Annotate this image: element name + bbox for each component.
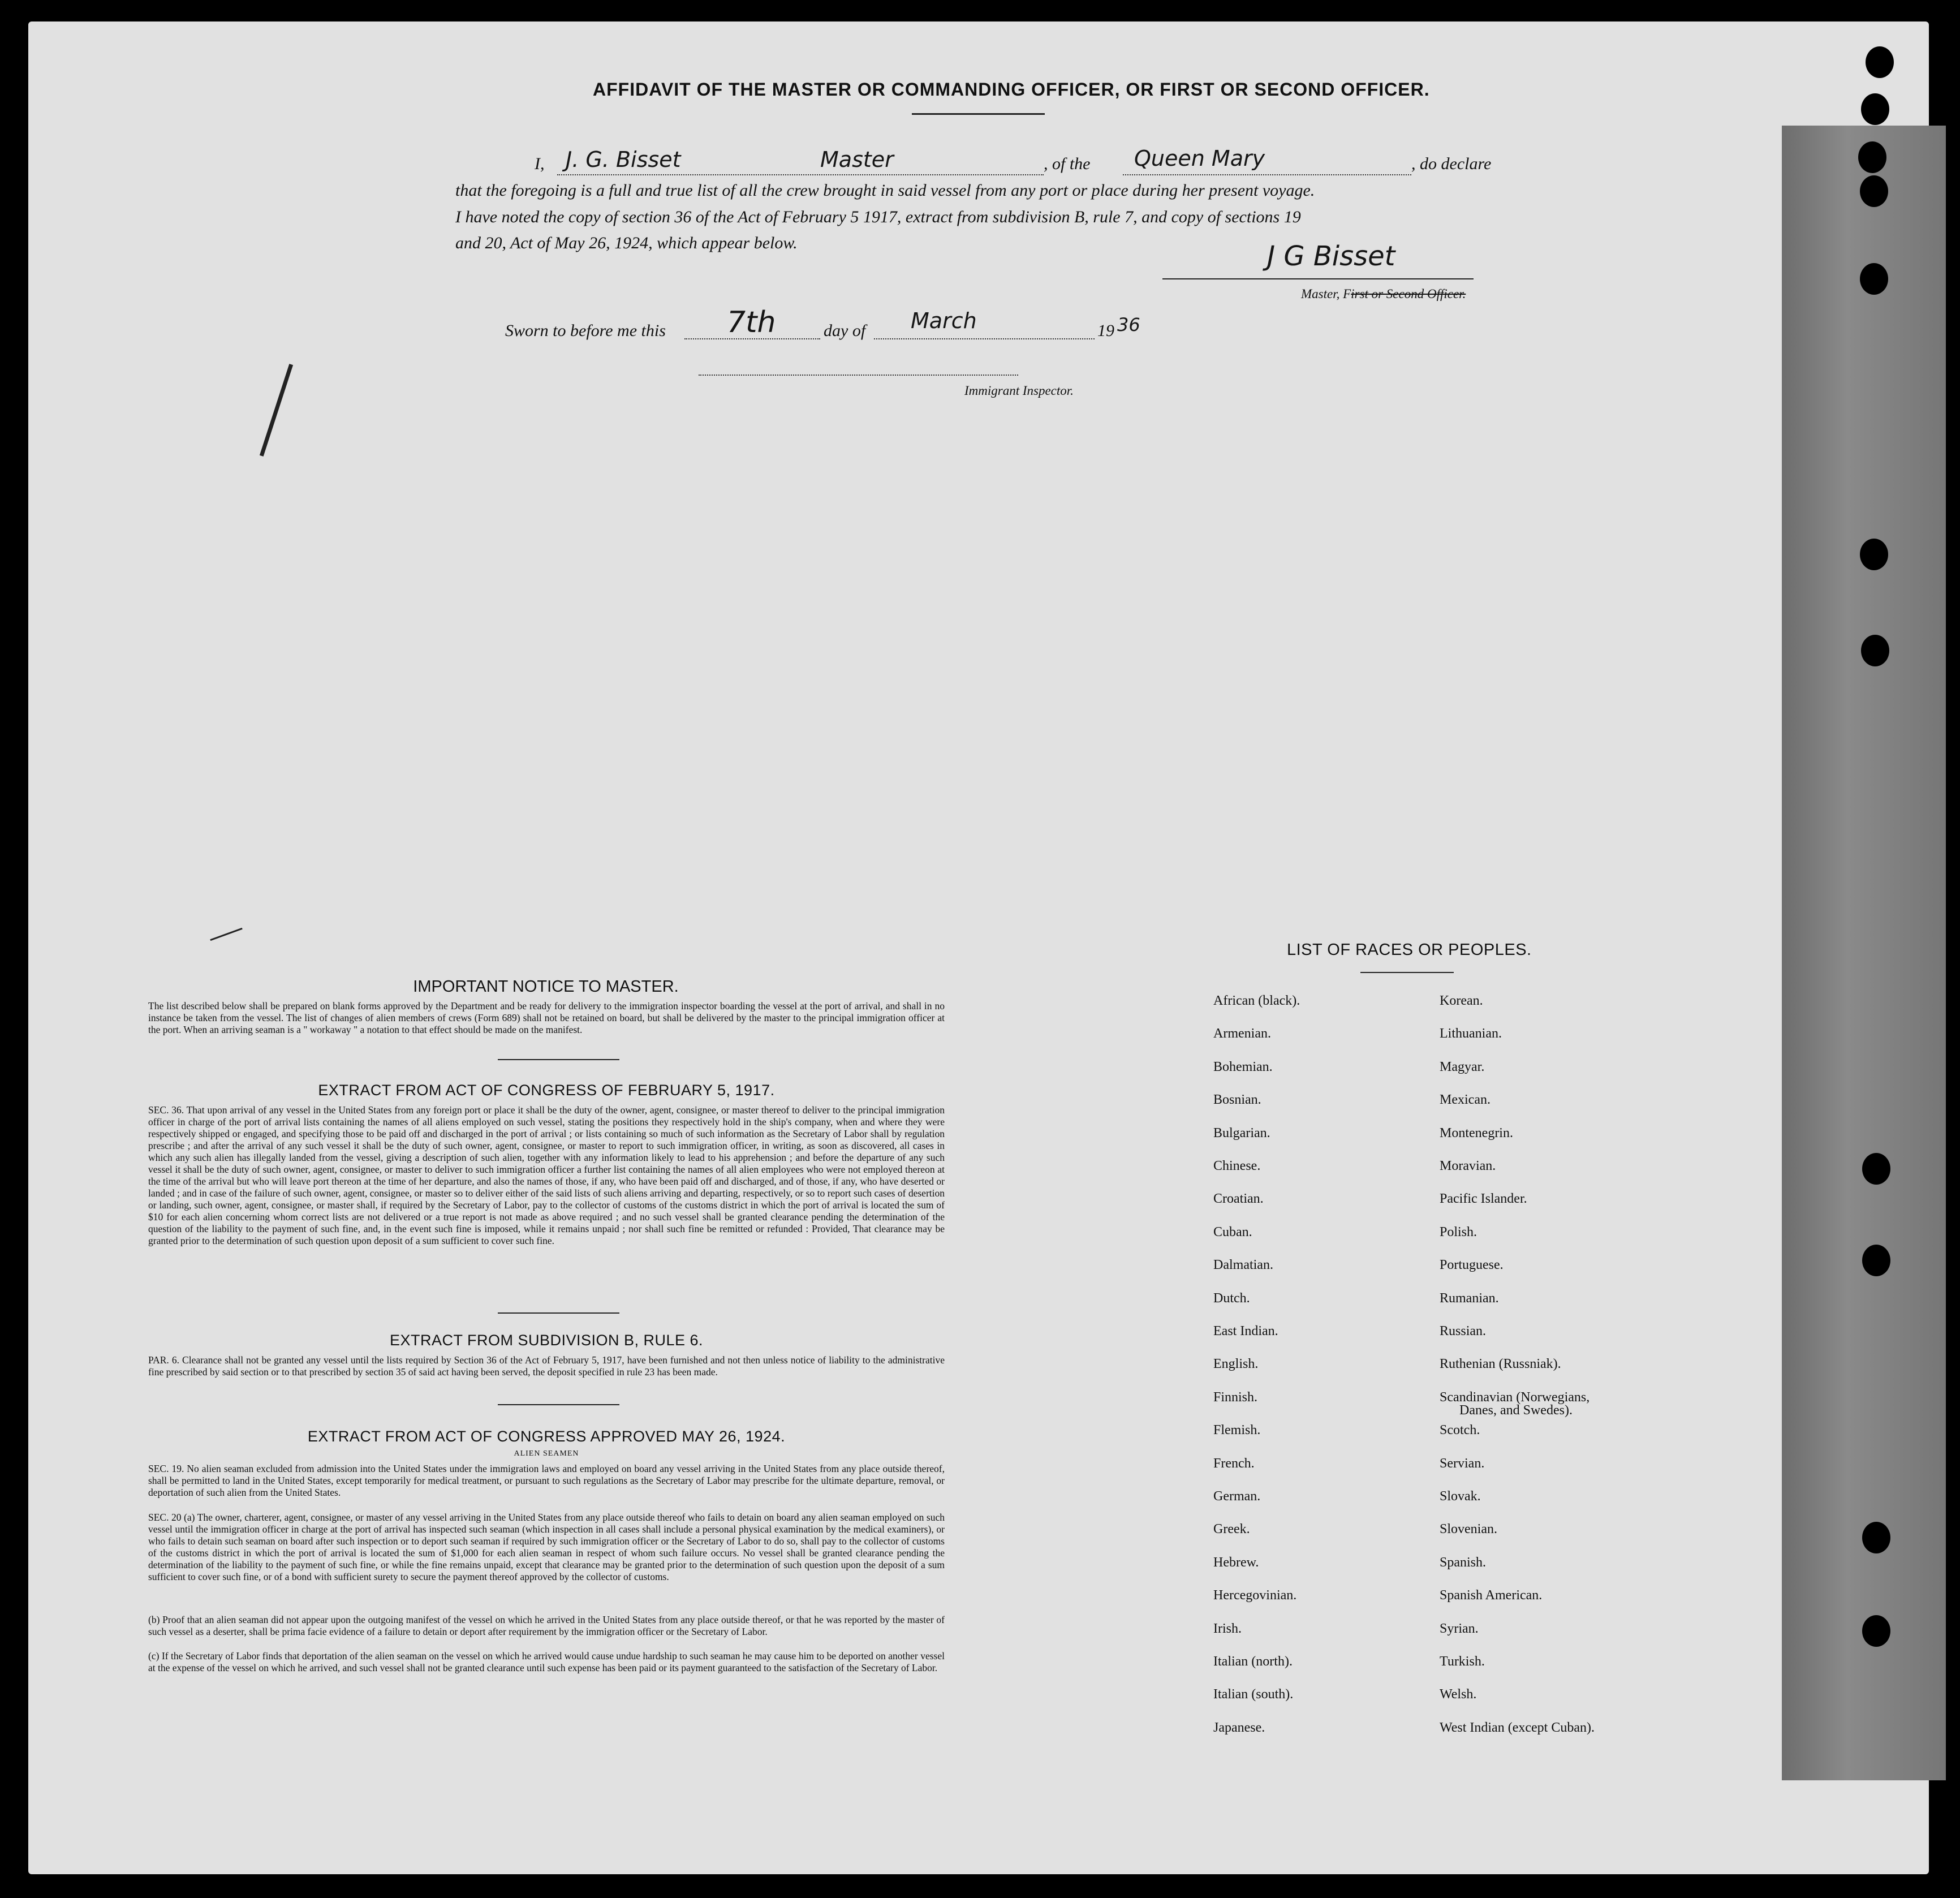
- race-item: Chinese.: [1213, 1159, 1261, 1173]
- extract-1924-title: EXTRACT FROM ACT OF CONGRESS APPROVED MAY 26, 1924.: [307, 1428, 786, 1445]
- affidavit-i: I,: [535, 154, 545, 173]
- races-title-rule: [1360, 972, 1454, 973]
- race-item: Russian.: [1440, 1324, 1487, 1339]
- race-item: Japanese.: [1213, 1720, 1265, 1735]
- affidavit-line-3: I have noted the copy of section 36 of the Act of February 5 1917, extract from subdivision B, rule 7, and copy of sections 19: [455, 208, 1301, 226]
- race-item: Syrian.: [1440, 1621, 1479, 1636]
- race-item: Polish.: [1440, 1224, 1477, 1239]
- race-item: Slovak.: [1440, 1489, 1481, 1504]
- race-item: Lithuanian.: [1440, 1026, 1502, 1041]
- punch-hole: [1862, 1153, 1890, 1185]
- section-rule: [498, 1059, 619, 1060]
- signature-line: [1162, 278, 1474, 279]
- race-item: English.: [1213, 1357, 1259, 1372]
- race-item: Cuban.: [1213, 1224, 1252, 1239]
- alien-seamen-subtitle: ALIEN SEAMEN: [514, 1449, 579, 1458]
- rule-6-body: PAR. 6. Clearance shall not be granted any vessel until the lists required by Section 36 of the Act of February 5, 1917, have been furnished and not then unless notice of liability to the administrative fine prescribed by said section or to that prescribed by section 35 of said act having been served, the deposit specified in rule 23 has been made.: [148, 1354, 945, 1378]
- notice-title: IMPORTANT NOTICE TO MASTER.: [413, 978, 679, 996]
- punch-hole: [1861, 635, 1889, 666]
- sec-20c-body: (c) If the Secretary of Labor finds that deportation of the alien seaman on the vessel on which he arrived would cause undue hardship to such seaman he may cause him to be deported on another vessel at the expense of the vessel on which he arrived, and such vessel shall not be granted clearance until such expense has been paid or its payment guaranteed to the satisfaction of the Secretary of Labor.: [148, 1650, 945, 1673]
- signature-caption-text: Master, F: [1301, 287, 1351, 301]
- race-item: Slovenian.: [1440, 1522, 1497, 1537]
- year-prefix: 19: [1097, 321, 1114, 340]
- race-item: Hebrew.: [1213, 1555, 1259, 1570]
- punch-hole: [1862, 1245, 1890, 1276]
- race-item: Pacific Islander.: [1440, 1191, 1527, 1207]
- affidavit-line-2: that the foregoing is a full and true list of all the crew brought in said vessel from any port or place during her present voyage.: [455, 181, 1315, 200]
- race-item: Croatian.: [1213, 1191, 1264, 1207]
- races-title: LIST OF RACES OR PEOPLES.: [1287, 941, 1532, 959]
- extract-1917-title: EXTRACT FROM ACT OF CONGRESS OF FEBRUARY 5, 1917.: [318, 1082, 775, 1099]
- master-name-handwriting: J. G. Bisset: [566, 147, 681, 172]
- race-item: Ruthenian (Russniak).: [1440, 1357, 1561, 1372]
- punch-hole: [1862, 1522, 1890, 1553]
- of-the-label: , of the: [1044, 154, 1091, 173]
- master-signature: J G Bisset: [1267, 240, 1395, 272]
- sec-19-body: SEC. 19. No alien seaman excluded from admission into the United States under the immigration laws and employed on board any vessel arriving in the United States from any place outside thereof, shall be permitted to land in the United States, except temporarily for medical treatment, or pursuant to such regulations as the Secretary of Labor may prescribe for the ultimate departure, removal, or deportation of such alien from the United States.: [148, 1463, 945, 1498]
- vessel-line: [1123, 174, 1411, 175]
- section-rule: [498, 1404, 619, 1405]
- punch-hole: [1860, 539, 1888, 570]
- race-item: Dutch.: [1213, 1290, 1250, 1306]
- race-item: Magyar.: [1440, 1059, 1485, 1074]
- day-of-label: day of: [824, 321, 866, 340]
- punch-hole: [1860, 175, 1888, 207]
- document-page: [28, 21, 1929, 1874]
- race-item: Flemish.: [1213, 1423, 1261, 1438]
- sec-20b-body: (b) Proof that an alien seaman did not appear upon the outgoing manifest of the vessel on which he arrived in the United States from any place outside thereof, or that he was reported by the master of such vessel as a deserter, shall be prima facie evidence of a failure to detain or deport after requirement by the immigration officer or the Secretary of Labor.: [148, 1614, 945, 1637]
- race-item: Spanish American.: [1440, 1588, 1543, 1603]
- race-item: Korean.: [1440, 993, 1483, 1008]
- race-item: West Indian (except Cuban).: [1440, 1720, 1595, 1735]
- punch-hole: [1866, 46, 1894, 78]
- race-item: Italian (south).: [1213, 1687, 1294, 1702]
- punch-hole: [1862, 1615, 1890, 1647]
- day-handwriting: 7th: [727, 305, 776, 339]
- vessel-handwriting: Queen Mary: [1134, 146, 1265, 171]
- signature-caption: [1301, 287, 1466, 302]
- race-item: Bohemian.: [1213, 1059, 1273, 1074]
- race-item: French.: [1213, 1456, 1255, 1471]
- affidavit-title: AFFIDAVIT OF THE MASTER OR COMMANDING OFFICER, OR FIRST OR SECOND OFFICER.: [593, 79, 1430, 100]
- title-rule: [912, 113, 1045, 115]
- month-handwriting: March: [911, 308, 977, 333]
- race-item: Scandinavian (Norwegians,: [1440, 1389, 1590, 1405]
- inspector-caption: Immigrant Inspector.: [964, 384, 1074, 398]
- race-item: Portuguese.: [1440, 1258, 1504, 1273]
- sworn-label: Sworn to before me this: [505, 321, 666, 340]
- race-item: Spanish.: [1440, 1555, 1487, 1570]
- punch-hole: [1861, 93, 1889, 125]
- race-item: Servian.: [1440, 1456, 1485, 1471]
- inspector-line: [699, 375, 1018, 376]
- race-item: Mexican.: [1440, 1092, 1491, 1108]
- affidavit-line-4: and 20, Act of May 26, 1924, which appear below.: [455, 234, 798, 252]
- race-item: Bosnian.: [1213, 1092, 1261, 1108]
- race-item: German.: [1213, 1489, 1261, 1504]
- punch-hole: [1860, 263, 1888, 295]
- race-item: Armenian.: [1213, 1026, 1271, 1041]
- race-item: Rumanian.: [1440, 1290, 1499, 1306]
- rank-handwriting: Master: [820, 147, 894, 172]
- sec-20a-body: SEC. 20 (a) The owner, charterer, agent, consignee, or master of any vessel arriving in the United States from any place outside thereof who fails to detain on board any alien seaman employed on such vessel until the immigration officer in charge at the port of arrival has inspected such seaman (which inspection in all cases shall include a personal physical examination by the medical examiners), or who fails to detain such seaman on board after such inspection or to deport such seaman if required by such immigration officer or the Secretary of Labor to do so, shall pay to the collector of customs of the customs district in which the port of arrival is located the sum of $1,000 for each alien seaman in respect of whom such failure occurs. No vessel shall be granted clearance pending the determination of the liability to the payment of such fine, or while the fine remains unpaid, except that clearance may be granted prior to the determination of such question upon the deposit of a sum sufficient to cover such fine, or of a bond with sufficient surety to secure the payment thereof approved by the collector of customs.: [148, 1512, 945, 1582]
- race-item: Moravian.: [1440, 1159, 1496, 1173]
- race-item: Montenegrin.: [1440, 1125, 1513, 1140]
- struck-officer-text: irst or Second Officer.: [1351, 287, 1466, 301]
- race-item: Welsh.: [1440, 1687, 1477, 1702]
- race-item: African (black).: [1213, 993, 1300, 1008]
- notice-body: The list described below shall be prepared on blank forms approved by the Department and be ready for delivery to the immigration inspector boarding the vessel at the port of arrival, and shall in no instance be taken from the vessel. The list of changes of alien members of crews (Form 689) shall not be retained on board, but shall be delivered by the master to the principal immigration officer at the port. When an arriving seaman is a " workaway " a notation to that effect should be made on the manifest.: [148, 1000, 945, 1035]
- race-item: Italian (north).: [1213, 1654, 1293, 1669]
- punch-hole: [1858, 141, 1886, 173]
- race-item: Hercegovinian.: [1213, 1588, 1297, 1603]
- race-item: Turkish.: [1440, 1654, 1485, 1669]
- name-line: [557, 174, 1044, 175]
- race-item: Greek.: [1213, 1522, 1250, 1537]
- section-rule: [498, 1312, 619, 1314]
- month-line: [874, 338, 1095, 339]
- do-declare-label: , do declare: [1411, 154, 1492, 173]
- race-item: Finnish.: [1213, 1389, 1258, 1405]
- extract-1917-body: SEC. 36. That upon arrival of any vessel in the United States from any foreign port or place it shall be the duty of the owner, agent, consignee, or master thereof to deliver to the principal immigration officer in charge of the port of arrival lists containing the names of all aliens employed on such vessel, stating the positions they respectively hold in the ship's company, when and where they were respectively shipped or engaged, and specifying those to be paid off and discharged in the port of arrival ; or lists containing so much of such information as the Secretary of Labor shall by regulation prescribe ; and after the arrival of any such vessel it shall be the duty of such owner, agent, consignee, or master to report to such immigration officer, in writing, as soon as discovered, all cases in which any such alien has illegally landed from the vessel, giving a description of such alien, together with any information likely to lead to his apprehension ; and before the departure of any such vessel it shall be the duty of such owner, agent, consignee, or master to deliver to such immigration officer a further list containing the names of all alien employees who were not employed thereon at the time of the arrival but who will leave port thereon at the time of her departure, and also the names of those, if any, who have been paid off and discharged, and of those, if any, who have deserted or landed ; and in case of the failure of such owner, agent, consignee, or master so to deliver either of the said lists of such aliens arriving and departing, respectively, or so to report such cases of desertion or landing, such owner, agent, consignee, or master shall, if required by the Secretary of Labor, pay to the collector of customs of the customs district in which the port of arrival is located the sum of $10 for each alien concerning whom correct lists are not delivered or a true report is not made as above required ; and no such vessel shall be granted clearance pending the determination of the question of the liability to the payment of such fine, and, in the event such fine is imposed, while it remains unpaid ; nor shall such fine be remitted or refunded : Provided, That clearance may be granted prior to the determination of such question upon deposit of a sum sufficient to cover such fine.: [148, 1104, 945, 1246]
- rule-6-title: EXTRACT FROM SUBDIVISION B, RULE 6.: [389, 1332, 704, 1349]
- race-item: Bulgarian.: [1213, 1125, 1270, 1140]
- race-item: Scotch.: [1440, 1423, 1480, 1438]
- race-item: Dalmatian.: [1213, 1258, 1273, 1273]
- race-item: East Indian.: [1213, 1324, 1278, 1339]
- year-handwriting: 36: [1117, 314, 1140, 335]
- race-item: Danes, and Swedes).: [1459, 1403, 1573, 1418]
- race-item: Irish.: [1213, 1621, 1242, 1636]
